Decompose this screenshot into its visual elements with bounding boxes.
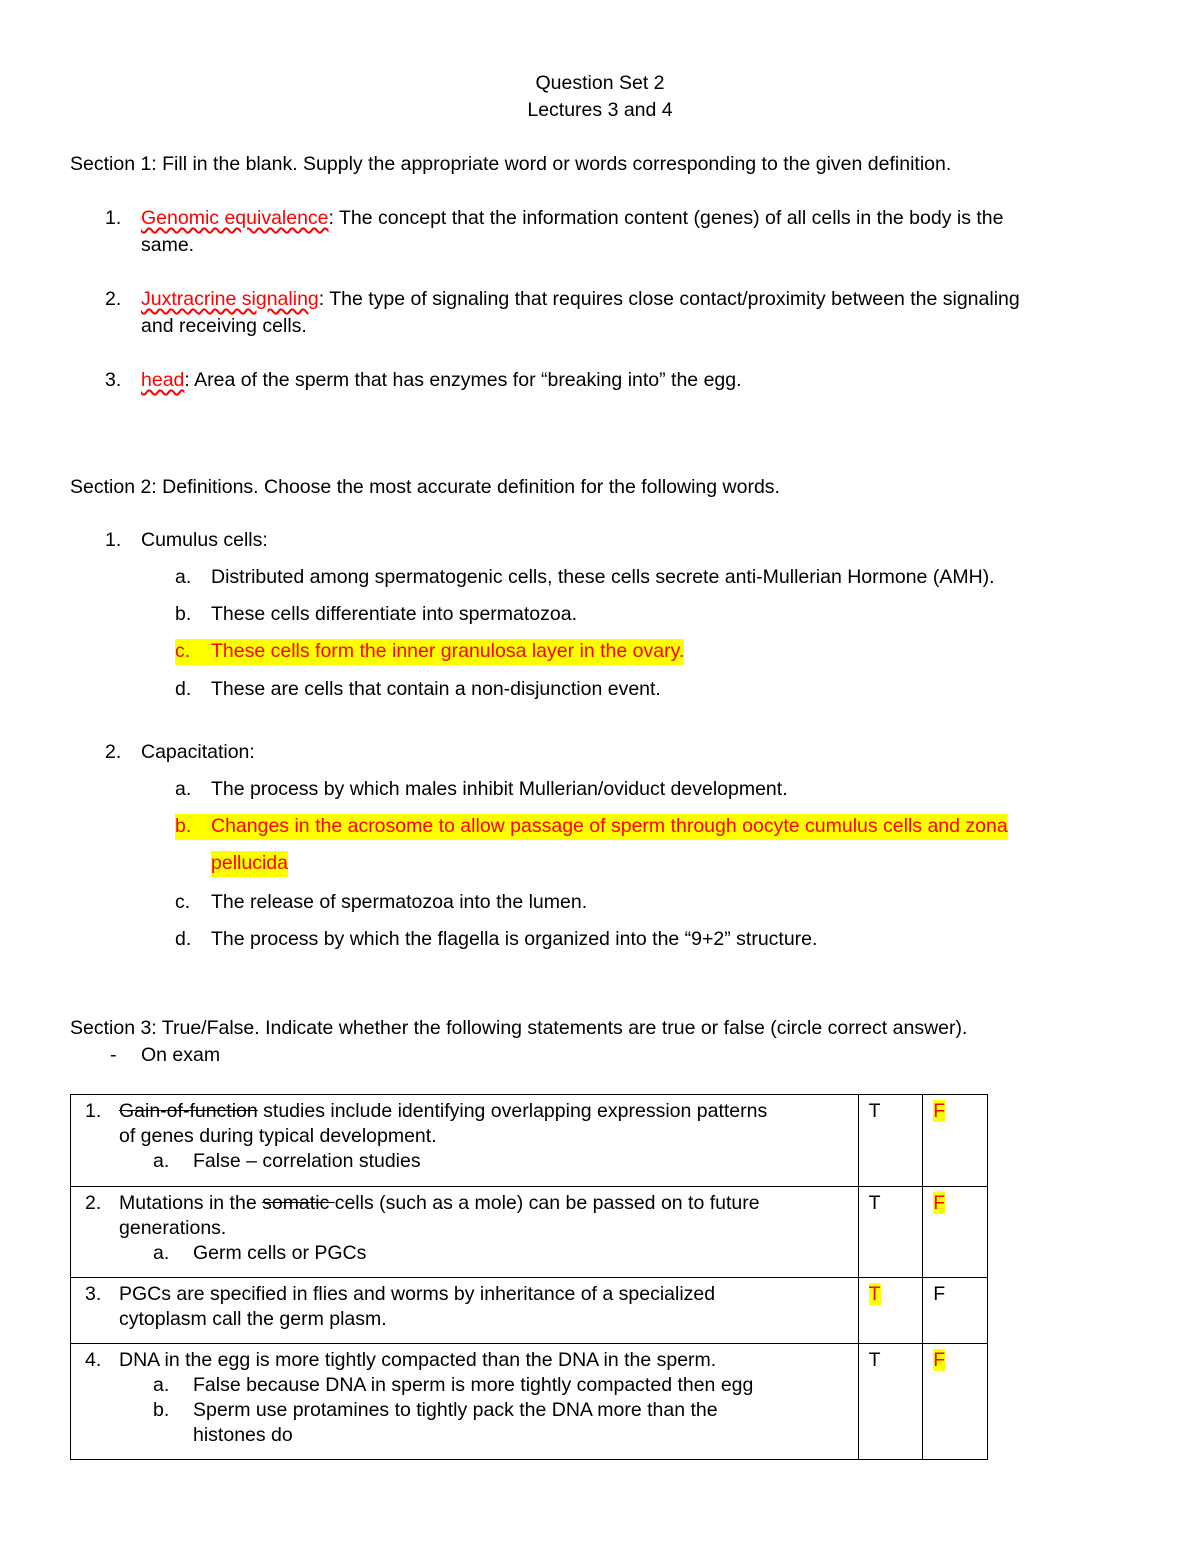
definition-text: : The type of signaling that requires close contact/proximity between the signaling <box>318 288 1020 310</box>
option-letter: b. <box>175 815 192 837</box>
sub-letter: a. <box>153 1242 170 1264</box>
option-letter: d. <box>175 678 192 700</box>
statement-text: cells (such as a mole) can be passed on to future <box>334 1192 760 1214</box>
question-number: 2. <box>105 741 122 763</box>
statement-text: Mutations in the <box>119 1192 263 1214</box>
true-option[interactable]: T <box>868 1349 881 1371</box>
option-letter: c. <box>175 640 191 662</box>
answer-text: head <box>141 369 185 391</box>
answer-text: Genomic equivalence <box>141 207 329 229</box>
section2-heading: Section 2: Definitions. Choose the most accurate definition for the following words. <box>70 476 780 498</box>
sub-text: Sperm use protamines to tightly pack the DNA more than the <box>193 1399 718 1421</box>
correct-option-highlight <box>175 639 684 665</box>
item-number: 1. <box>105 207 122 229</box>
definition-text-cont: same. <box>141 234 195 256</box>
option-text-cont: pellucida <box>211 852 288 874</box>
true-option-selected[interactable]: T <box>868 1283 881 1305</box>
question-term: Cumulus cells: <box>141 529 268 551</box>
false-option-selected[interactable]: F <box>933 1100 946 1122</box>
note-dash: - <box>110 1044 117 1066</box>
definition-text: : The concept that the information content (genes) of all cells in the body is the <box>328 207 1004 229</box>
question-number: 1. <box>105 529 122 551</box>
false-option-selected[interactable]: F <box>933 1349 946 1371</box>
statement-text-cont: cytoplasm call the germ plasm. <box>119 1308 387 1330</box>
sub-text-cont: histones do <box>193 1424 293 1446</box>
statement-text: PGCs are specified in flies and worms by inheritance of a specialized <box>119 1283 716 1305</box>
option-letter: c. <box>175 891 191 913</box>
section3-note: On exam <box>141 1044 221 1066</box>
false-cell[interactable] <box>923 1095 988 1187</box>
statement-text-cont: generations. <box>119 1217 227 1239</box>
true-cell[interactable] <box>858 1344 923 1460</box>
option-letter: b. <box>175 603 192 625</box>
true-cell[interactable] <box>858 1095 923 1187</box>
true-cell[interactable] <box>858 1187 923 1278</box>
statement-text: DNA in the egg is more tightly compacted than the DNA in the sperm. <box>119 1349 717 1371</box>
definition-text-cont: and receiving cells. <box>141 315 307 337</box>
table-row <box>71 1187 988 1278</box>
sub-letter: a. <box>153 1374 170 1396</box>
sub-letter: b. <box>153 1399 170 1421</box>
table-row <box>71 1278 988 1344</box>
true-false-table <box>70 1094 988 1460</box>
page-subtitle: Lectures 3 and 4 <box>527 99 673 121</box>
item-number: 2. <box>105 288 122 310</box>
option-text: Changes in the acrosome to allow passage of sperm through oocyte cumulus cells and zona <box>211 815 1008 837</box>
item-number: 3. <box>105 369 122 391</box>
statement-cell <box>71 1278 859 1344</box>
sub-text: False because DNA in sperm is more tightly compacted then egg <box>193 1374 754 1396</box>
option-text: These cells form the inner granulosa layer in the ovary. <box>211 640 685 662</box>
struck-text: Gain-of-function <box>119 1100 258 1122</box>
question-term: Capacitation: <box>141 741 255 763</box>
statement-cell <box>71 1095 859 1187</box>
table-row <box>71 1095 988 1187</box>
option-text: The process by which the flagella is organized into the “9+2” structure. <box>211 928 818 950</box>
option-text: The release of spermatozoa into the lumen. <box>211 891 588 913</box>
false-cell[interactable] <box>923 1344 988 1460</box>
correct-option-highlight <box>175 814 1008 840</box>
option-letter: a. <box>175 778 192 800</box>
true-cell[interactable] <box>858 1278 923 1344</box>
false-cell[interactable] <box>923 1278 988 1344</box>
sub-text: False – correlation studies <box>193 1150 421 1172</box>
option-text: Distributed among spermatogenic cells, these cells secrete anti-Mullerian Hormone (AMH). <box>211 566 995 588</box>
true-option[interactable]: T <box>868 1100 881 1122</box>
option-text: These cells differentiate into spermatozoa. <box>211 603 578 625</box>
true-option[interactable]: T <box>868 1192 881 1214</box>
table-row <box>71 1344 988 1460</box>
false-cell[interactable] <box>923 1187 988 1278</box>
section1-heading: Section 1: Fill in the blank. Supply the appropriate word or words corresponding to the given definition. <box>70 153 952 175</box>
struck-text: somatic <box>262 1192 335 1214</box>
row-number: 2. <box>85 1192 102 1214</box>
correct-option-highlight-cont <box>211 851 288 877</box>
statement-text: studies include identifying overlapping expression patterns <box>257 1100 768 1122</box>
row-number: 3. <box>85 1283 102 1305</box>
option-text: The process by which males inhibit Mullerian/oviduct development. <box>211 778 788 800</box>
statement-text-cont: of genes during typical development. <box>119 1125 437 1147</box>
statement-cell <box>71 1187 859 1278</box>
option-letter: a. <box>175 566 192 588</box>
sub-text: Germ cells or PGCs <box>193 1242 367 1264</box>
row-number: 4. <box>85 1349 102 1371</box>
option-text: These are cells that contain a non-disjunction event. <box>211 678 661 700</box>
false-option-selected[interactable]: F <box>933 1192 946 1214</box>
answer-text: Juxtracrine signaling <box>141 288 319 310</box>
sub-letter: a. <box>153 1150 170 1172</box>
statement-cell <box>71 1344 859 1460</box>
section3-heading: Section 3: True/False. Indicate whether the following statements are true or false (circle correct answer). <box>70 1017 968 1039</box>
row-number: 1. <box>85 1100 102 1122</box>
false-option[interactable]: F <box>933 1283 946 1305</box>
definition-text: : Area of the sperm that has enzymes for “breaking into” the egg. <box>184 369 742 391</box>
option-letter: d. <box>175 928 192 950</box>
page-title: Question Set 2 <box>535 72 665 94</box>
